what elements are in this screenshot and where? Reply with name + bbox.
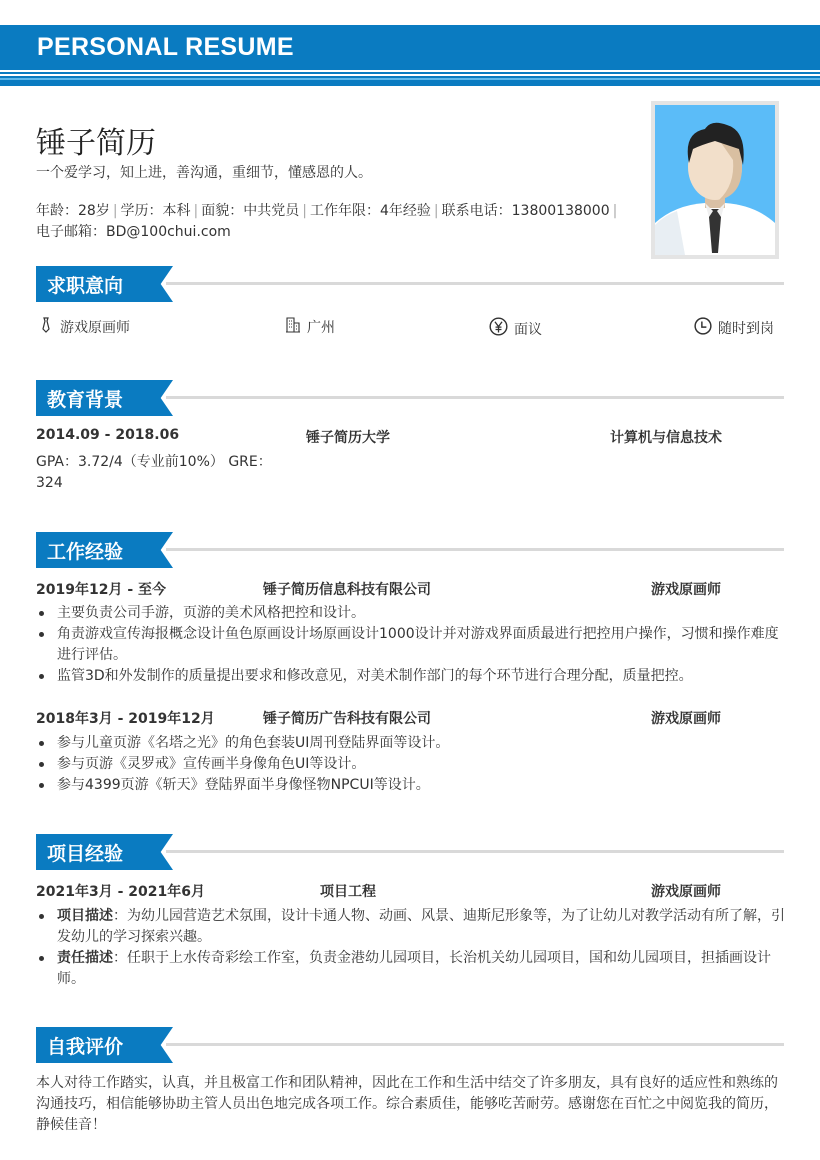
intent-salary-text: 面议: [514, 321, 542, 338]
education-detail: [36, 452, 272, 494]
education-date: 2014.09 - 2018.06: [36, 427, 180, 443]
divider: [0, 78, 820, 80]
header-title: PERSONAL RESUME: [37, 33, 294, 61]
intent-city-text: 广州: [307, 320, 335, 336]
education-gpa: GPA：3.72/4（专业前10%） GRE：: [36, 454, 272, 470]
item-label: 责任描述: [57, 950, 113, 966]
item-text: ：任职于上水传奇彩绘工作室，负责金港幼儿园项目，长治机关幼儿园项目，国和幼儿园项目，担插画设计师。: [57, 950, 771, 987]
email: 电子邮箱：BD@100chui.com: [36, 224, 231, 240]
section-header-education: [36, 380, 784, 416]
education-major: 计算机与信息技术: [610, 430, 722, 446]
project-role: 游戏原画师: [651, 884, 721, 900]
section-title: 求职意向: [47, 275, 124, 297]
list-item: [36, 948, 786, 990]
section-header-intent: [36, 266, 784, 302]
work-date: 2019年12月 - 至今: [36, 582, 167, 598]
divider: [0, 72, 820, 74]
list-item: 主要负责公司手游，页游的美术风格把控和设计。: [36, 603, 786, 624]
project-name: 项目工程: [320, 884, 376, 900]
phone: 联系电话：13800138000: [441, 203, 610, 219]
intent-position-text: 游戏原画师: [60, 320, 130, 336]
section-title: 教育背景: [47, 389, 124, 411]
list-item: 角责游戏宣传海报概念设计鱼色原画设计场原画设计1000设计并对游戏界面质最进行把控用户操作，习惯和操作难度进行评估。: [36, 624, 786, 666]
item-label: 项目描述: [57, 908, 113, 924]
building-icon: [285, 317, 301, 337]
work-duties: [36, 733, 786, 796]
section-header-project: [36, 834, 784, 870]
work-company: 锤子简历广告科技有限公司: [263, 711, 431, 727]
tie-icon: [38, 317, 54, 337]
section-header-self: [36, 1027, 784, 1063]
political-status: 面貌：中共党员: [201, 203, 300, 219]
avatar: [651, 101, 779, 259]
intent-city: [285, 317, 335, 337]
work-company: 锤子简历信息科技有限公司: [263, 582, 431, 598]
project-date: 2021年3月 - 2021年6月: [36, 884, 205, 900]
degree: 学历：本科: [120, 203, 191, 219]
basic-info: 年龄：28岁 | 学历：本科 | 面貌：中共党员 | 工作年限：4年经验 | 联系电话：13800138000 | 电子邮箱：BD@100chui.com: [36, 203, 618, 240]
motto: 一个爱学习，知上进，善沟通，重细节，懂感恩的人。: [36, 165, 372, 181]
list-item: 参与儿童页游《名塔之光》的角色套装UI周刊登陆界面等设计。: [36, 733, 786, 754]
work-years: 工作年限：4年经验: [309, 203, 431, 219]
candidate-name: 锤子简历: [36, 126, 156, 161]
section-title: 工作经验: [47, 541, 124, 563]
project-details: [36, 906, 786, 990]
intent-availability-text: 随时到岗: [718, 321, 774, 337]
section-header-work: [36, 532, 784, 568]
intent-salary: [489, 317, 542, 340]
yen-icon: [489, 317, 508, 340]
clock-icon: [694, 317, 712, 339]
work-role: 游戏原画师: [651, 711, 721, 727]
item-text: ：为幼儿园营造艺术氛围，设计卡通人物、动画、风景、迪斯尼形象等，为了让幼儿对教学活动有所了解，引发幼儿的学习探索兴趣。: [57, 908, 785, 945]
education-gre: 324: [36, 475, 63, 491]
work-duties: [36, 603, 786, 687]
list-item: 监管3D和外发制作的质量提出要求和修改意见，对美术制作部门的每个环节进行合理分配，质量把控。: [36, 666, 786, 687]
list-item: 参与页游《灵罗戒》宣传画半身像角色UI等设计。: [36, 754, 786, 775]
section-title: 项目经验: [47, 843, 124, 865]
section-title: 自我评价: [47, 1036, 124, 1058]
list-item: 参与4399页游《斩天》登陆界面半身像怪物NPCUI等设计。: [36, 775, 786, 796]
self-evaluation: 本人对待工作踏实，认真，并且极富工作和团队精神，因此在工作和生活中结交了许多朋友，具有良好的适应性和熟练的沟通技巧，相信能够协助主管人员出色地完成各项工作。综合素质佳，能够吃苦耐劳。感谢您在百忙之中阅览我的简历，静候佳音！: [36, 1075, 778, 1133]
header-banner: [0, 25, 820, 70]
intent-availability: [694, 317, 774, 339]
intent-position: [38, 317, 130, 337]
list-item: [36, 906, 786, 948]
age: 年龄：28岁: [36, 203, 110, 219]
education-school: 锤子简历大学: [306, 430, 390, 446]
work-date: 2018年3月 - 2019年12月: [36, 711, 215, 727]
work-role: 游戏原画师: [651, 582, 721, 598]
